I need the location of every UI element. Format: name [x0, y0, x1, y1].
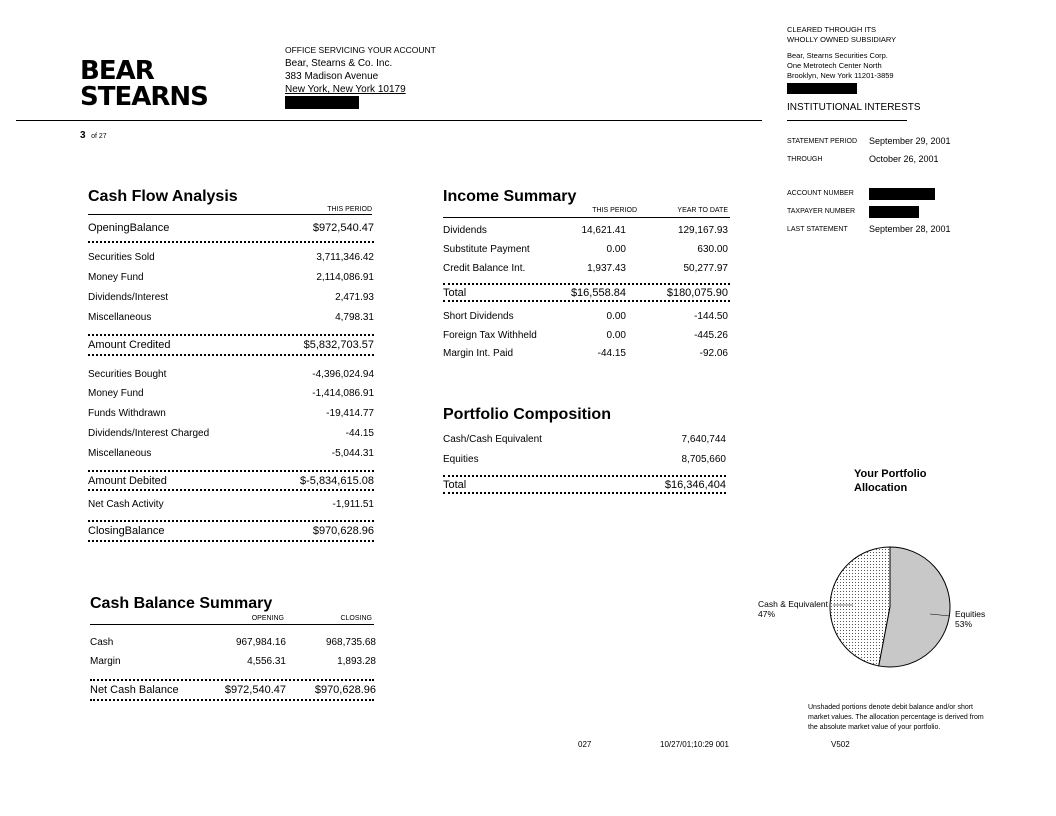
dotted-rule — [88, 489, 374, 491]
col-opening: OPENING — [251, 615, 284, 622]
row-value: $970,628.96 — [312, 525, 374, 537]
last-statement-value: September 28, 2001 — [869, 224, 951, 234]
period-label: STATEMENT PERIOD — [787, 138, 858, 145]
row-label: OpeningBalance — [88, 222, 170, 234]
row-value: 7,640,744 — [681, 433, 726, 445]
row-open: 4,556.31 — [247, 656, 286, 667]
row-value: $972,540.47 — [312, 222, 374, 234]
dotted-rule — [90, 699, 374, 701]
row-label: Amount Credited — [88, 339, 171, 351]
row-label: Cash/Cash Equivalent — [443, 433, 542, 445]
slice-name: Equities — [955, 609, 986, 619]
through-value: October 26, 2001 — [869, 154, 939, 164]
table-row — [443, 307, 728, 326]
row-label: Margin Int. Paid — [443, 348, 514, 359]
row-open: 967,984.16 — [235, 637, 286, 648]
income-title: Income Summary — [443, 188, 577, 205]
table-row — [88, 494, 374, 514]
row-value: $-5,834,615.08 — [299, 474, 374, 487]
table-row — [443, 449, 726, 469]
row-close: 1,893.28 — [337, 656, 376, 667]
page-num: 3 — [80, 130, 86, 141]
table-row — [88, 267, 374, 287]
debited-table — [88, 472, 374, 489]
logo-line-1: BEAR — [80, 56, 154, 86]
row-label: Securities Bought — [88, 368, 167, 380]
dotted-rule — [88, 540, 374, 542]
income-total — [443, 285, 728, 300]
closing-table — [88, 522, 374, 540]
table-row — [443, 326, 728, 345]
col-ytd: YEAR TO DATE — [677, 207, 728, 214]
credited-table — [88, 336, 374, 354]
office-label: OFFICE SERVICING YOUR ACCOUNT — [285, 45, 436, 55]
logo-line-2: STEARNS — [80, 82, 208, 112]
row-ytd: -144.50 — [694, 311, 728, 322]
table-row — [88, 247, 374, 267]
row-period: 14,621.41 — [581, 225, 626, 236]
row-label: Dividends/Interest — [88, 291, 169, 303]
row-value: 2,471.93 — [335, 291, 374, 303]
office-line: Bear, Stearns & Co. Inc. — [285, 58, 393, 69]
table-row — [88, 287, 374, 307]
cash-flow-section — [88, 188, 374, 542]
income-table — [443, 221, 728, 278]
credits-table — [88, 247, 374, 327]
redaction-block — [869, 206, 919, 218]
table-row — [443, 429, 726, 449]
page-of: of 27 — [91, 133, 107, 140]
row-value: -4,396,024.94 — [312, 368, 374, 380]
table-row — [88, 423, 374, 443]
row-value: $16,346,404 — [664, 478, 726, 491]
row-value: -19,414.77 — [326, 407, 374, 419]
office-address — [285, 44, 436, 113]
col-closing: CLOSING — [340, 615, 372, 622]
table-row — [88, 443, 374, 463]
redaction-block — [285, 96, 359, 109]
cash-balance-table — [90, 633, 376, 671]
page-number — [80, 130, 107, 141]
table-row — [443, 259, 728, 278]
allocation-title — [854, 467, 927, 495]
slice-pct: 53% — [955, 619, 973, 629]
clearing-info — [787, 25, 921, 113]
income-table-2 — [443, 307, 728, 362]
net-table — [88, 494, 374, 514]
row-label: Dividends — [443, 225, 487, 236]
row-label: Money Fund — [88, 271, 144, 283]
row-value: 4,798.31 — [335, 311, 374, 323]
row-label: Funds Withdrawn — [88, 407, 166, 419]
table-row — [88, 336, 374, 354]
row-value: 2,114,086.91 — [316, 271, 374, 283]
dotted-rule — [443, 492, 726, 494]
allocation-title-line: Allocation — [854, 482, 908, 494]
slice-pct: 47% — [758, 609, 776, 619]
row-label: Net Cash Balance — [90, 684, 179, 696]
cash-flow-title: Cash Flow Analysis — [88, 188, 238, 205]
institutional-label: INSTITUTIONAL INTERESTS — [787, 102, 921, 113]
row-label: Securities Sold — [88, 251, 155, 263]
through-label: THROUGH — [787, 156, 823, 163]
dotted-rule — [88, 241, 374, 243]
row-label: ClosingBalance — [88, 525, 165, 537]
cleared-line: WHOLLY OWNED SUBSIDIARY — [787, 35, 897, 44]
taxpayer-label: TAXPAYER NUMBER — [787, 208, 856, 215]
row-value: 8,705,660 — [681, 453, 726, 465]
allocation-title-line: Your Portfolio — [854, 468, 927, 480]
period-value: September 29, 2001 — [869, 136, 951, 146]
row-period: -44.15 — [597, 348, 626, 359]
row-label: Foreign Tax Withheld — [443, 330, 537, 341]
col-this-period: THIS PERIOD — [592, 207, 637, 214]
portfolio-section — [443, 406, 726, 494]
row-ytd: 129,167.93 — [677, 225, 728, 236]
row-period: 1,937.43 — [587, 263, 626, 274]
clearing-line: Brooklyn, New York 11201-3859 — [787, 71, 894, 80]
cash-flow-table — [88, 215, 374, 241]
cash-balance-col-headers — [90, 613, 374, 625]
statement-info — [787, 136, 951, 242]
pie-label-equities — [955, 609, 985, 629]
footer-code-1: 027 — [578, 740, 592, 749]
table-row — [88, 215, 374, 241]
account-label: ACCOUNT NUMBER — [787, 190, 854, 197]
row-label: Amount Debited — [88, 474, 167, 487]
table-row — [88, 384, 374, 403]
row-value: -1,911.51 — [332, 498, 374, 510]
office-line: 383 Madison Avenue — [285, 71, 379, 82]
row-ytd: -92.06 — [699, 348, 728, 359]
row-close: 968,735.68 — [325, 637, 376, 648]
row-label: Miscellaneous — [88, 311, 152, 323]
row-value: $5,832,703.57 — [303, 339, 374, 351]
row-label: Substitute Payment — [443, 244, 530, 255]
debits-table — [88, 364, 374, 463]
pie-slice-cash — [830, 547, 890, 666]
row-label: Dividends/Interest Charged — [88, 427, 210, 439]
row-period: $16,558.84 — [570, 286, 626, 299]
footer-code-2: V502 — [831, 740, 850, 749]
table-row — [443, 477, 726, 492]
footer-timestamp: 10/27/01;10:29 001 — [660, 740, 729, 749]
table-row — [88, 403, 374, 423]
cash-balance-section — [90, 595, 374, 701]
row-label: Short Dividends — [443, 311, 514, 322]
table-row — [90, 681, 376, 699]
row-label: Total — [443, 478, 467, 491]
row-label: Credit Balance Int. — [443, 263, 526, 274]
portfolio-title: Portfolio Composition — [443, 406, 611, 423]
row-label: Margin — [90, 656, 121, 667]
pie-label-cash — [758, 599, 828, 619]
bear-stearns-logo — [80, 58, 208, 110]
header-rule-right — [787, 120, 907, 121]
clearing-line: Bear, Stearns Securities Corp. — [787, 51, 888, 60]
table-row — [88, 307, 374, 327]
row-period: 0.00 — [606, 330, 626, 341]
office-line: New York, New York 10179 — [285, 84, 406, 95]
table-row — [88, 472, 374, 489]
row-label: Net Cash Activity — [88, 498, 164, 510]
row-period: 0.00 — [606, 244, 626, 255]
dotted-rule — [88, 354, 374, 356]
row-label: Miscellaneous — [88, 447, 152, 459]
row-label: Total — [443, 286, 467, 299]
row-ytd: 50,277.97 — [683, 263, 728, 274]
row-value: -5,044.31 — [331, 447, 374, 459]
table-row — [90, 652, 376, 671]
table-row — [443, 285, 728, 300]
row-value: -44.15 — [345, 427, 374, 439]
row-ytd: 630.00 — [697, 244, 728, 255]
cleared-line: CLEARED THROUGH ITS — [787, 25, 877, 34]
income-col-headers — [443, 206, 730, 218]
row-period: 0.00 — [606, 311, 626, 322]
row-value: 3,711,346.42 — [316, 251, 374, 263]
table-row — [88, 522, 374, 540]
row-label: Money Fund — [88, 388, 144, 399]
row-close: $970,628.96 — [314, 684, 376, 696]
portfolio-total — [443, 477, 726, 492]
row-ytd: $180,075.90 — [666, 286, 728, 299]
table-row — [443, 221, 728, 240]
dotted-rule — [443, 300, 730, 302]
last-statement-label: LAST STATEMENT — [787, 226, 848, 233]
slice-name: Cash & Equivalent — [758, 599, 828, 609]
clearing-line: One Metrotech Center North — [787, 61, 882, 70]
cash-balance-total — [90, 681, 376, 699]
row-ytd: -445.26 — [694, 330, 728, 341]
row-open: $972,540.47 — [224, 684, 286, 696]
redaction-block — [869, 188, 935, 200]
allocation-note: Unshaded portions denote debit balance and/or short market values. The allocation percentage is derived from the absolute market value of your portfolio. — [808, 704, 984, 731]
row-value: -1,414,086.91 — [312, 388, 374, 399]
row-label: Cash — [90, 637, 114, 648]
row-label: Equities — [443, 453, 479, 465]
header-rule — [16, 120, 762, 121]
table-row — [443, 345, 728, 362]
cash-balance-title: Cash Balance Summary — [90, 595, 273, 612]
redaction-block — [787, 83, 857, 94]
income-section — [443, 188, 730, 362]
cash-flow-col-header: THIS PERIOD — [88, 206, 372, 215]
table-row — [90, 633, 376, 652]
table-row — [443, 240, 728, 259]
table-row — [88, 364, 374, 384]
portfolio-table — [443, 429, 726, 469]
